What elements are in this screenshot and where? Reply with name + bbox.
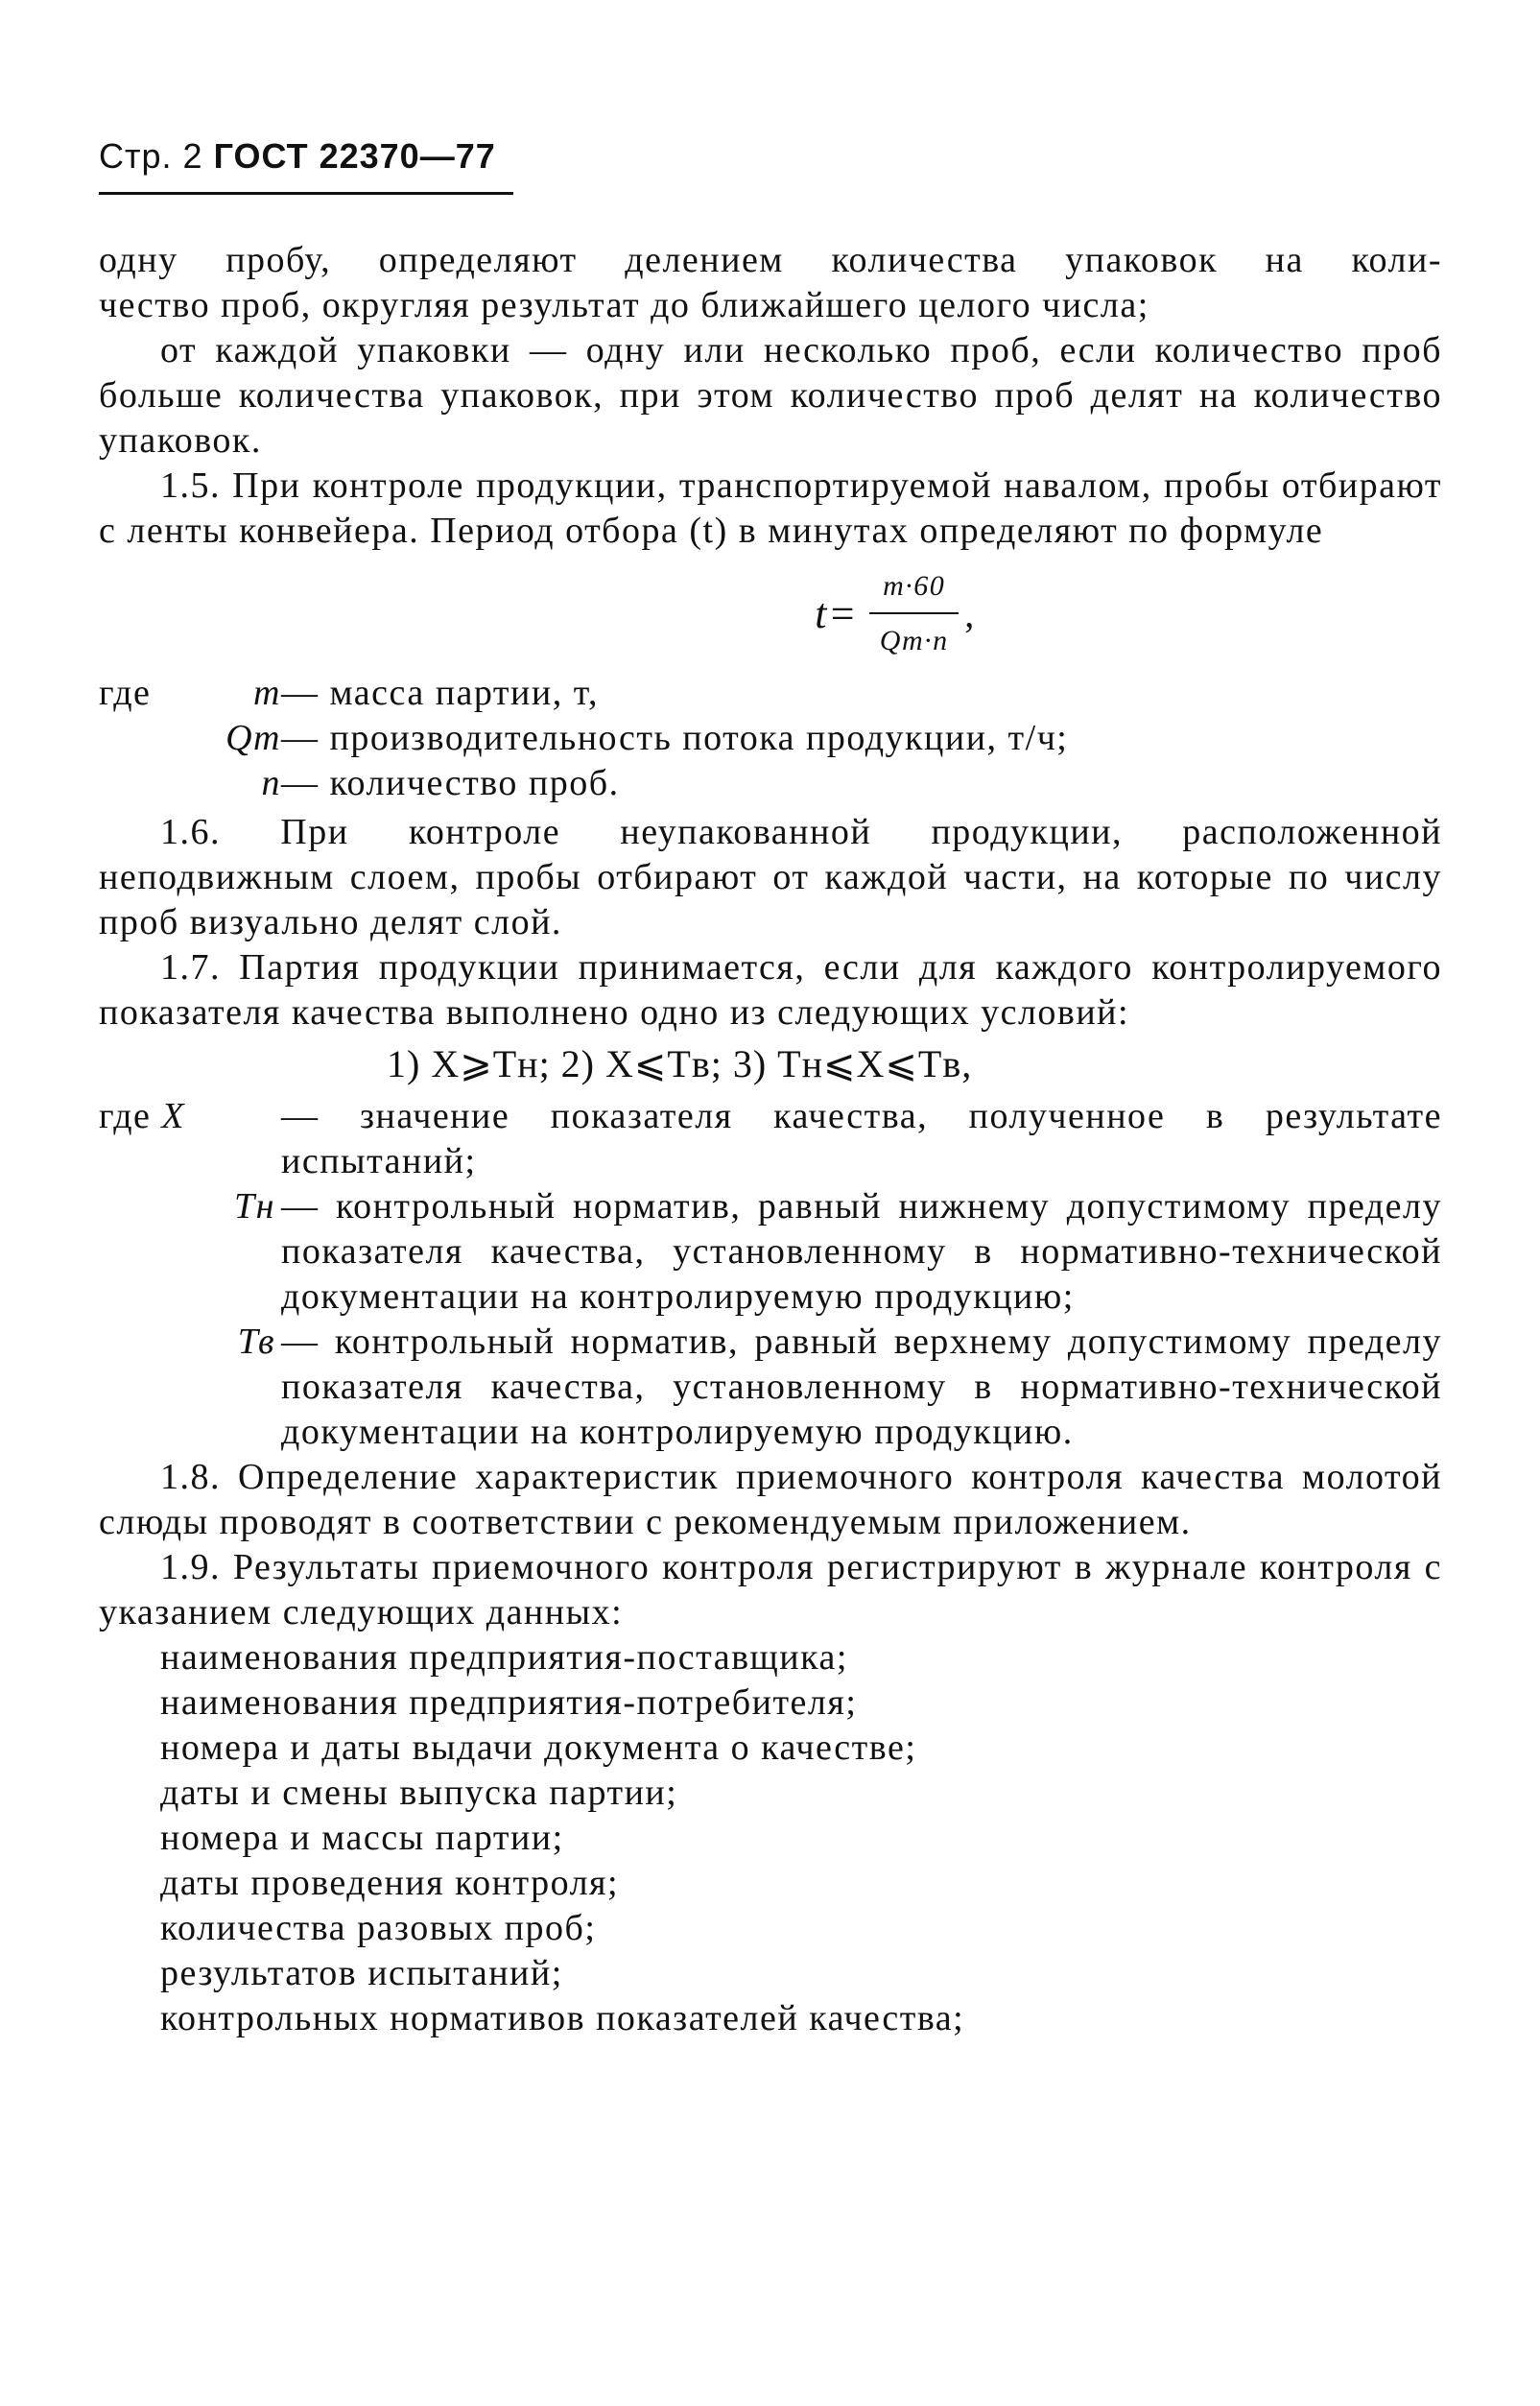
def-symbol: n bbox=[261, 763, 281, 803]
list-item: результатов испытаний; bbox=[160, 1953, 563, 1993]
symbol-tn: Тн bbox=[234, 1186, 275, 1227]
where-label: где bbox=[99, 1096, 152, 1136]
intro-line-1: одну пробу, определяют делением количества упаковок на коли- bbox=[99, 240, 1442, 280]
list-item: даты проведения контроля; bbox=[160, 1863, 620, 1903]
condition-definitions bbox=[99, 1094, 1442, 1455]
paragraph-each-pack: от каждой упаковки — одну или несколько проб, если количество проб больше количества упаковок, при этом количество проб делят на количество упаковок. bbox=[99, 330, 1442, 461]
def-text: — масса партии, т, bbox=[281, 673, 599, 713]
condition-def-symbol bbox=[99, 1320, 281, 1455]
list-item: номера и даты выдачи документа о качестве; bbox=[160, 1727, 917, 1768]
symbol-x: X bbox=[161, 1096, 186, 1136]
paragraph-1-5: 1.5. При контроле продукции, транспортируемой навалом, пробы отбирают с ленты конвейера. Период отбора (t) в минутах определяют по формуле bbox=[99, 465, 1442, 551]
formula-denominator: Qm·n bbox=[879, 625, 949, 656]
def-symbol: Qm bbox=[225, 718, 281, 758]
standard-code: ГОСТ 22370—77 bbox=[213, 136, 496, 176]
list-item: контрольных нормативов показателей качества; bbox=[160, 1998, 965, 2038]
paragraph-1-9: 1.9. Результаты приемочного контроля регистрируют в журнале контроля с указанием следующих данных: bbox=[99, 1547, 1442, 1632]
paragraph-1-6: 1.6. При контроле неупакованной продукции, расположенной неподвижным слоем, пробы отбирают от каждой части, на которые по числу проб визуально делят слой. bbox=[99, 812, 1442, 942]
condition-def-symbol bbox=[99, 1184, 281, 1320]
list-item: количества разовых проб; bbox=[160, 1908, 597, 1948]
page-header bbox=[99, 136, 496, 177]
condition-def-text: — контрольный норматив, равный верхнему допустимому пределу показателя качества, установленному в нормативно-технической документации на контролируемую продукцию. bbox=[281, 1322, 1442, 1452]
formula-comma: , bbox=[964, 591, 976, 635]
formula-definitions bbox=[99, 671, 1442, 806]
def-text: — количество проб. bbox=[281, 763, 620, 803]
paragraph-1-8: 1.8. Определение характеристик приемочного контроля качества молотой слюды проводят в соответствии с рекомендуемым приложением. bbox=[99, 1457, 1442, 1542]
acceptance-conditions: 1) X⩾Tн; 2) X⩽Tв; 3) Tн⩽X⩽Tв, bbox=[387, 1042, 973, 1085]
page-number: Стр. 2 bbox=[99, 136, 203, 176]
list-item: наименования предприятия-потребителя; bbox=[160, 1682, 858, 1723]
where-label: где bbox=[99, 673, 152, 713]
sampling-period-formula bbox=[99, 563, 1442, 663]
header-divider bbox=[99, 192, 513, 195]
def-symbol: m bbox=[253, 673, 281, 713]
intro-line-2: чество проб, округляя результат до ближайшего целого числа; bbox=[99, 285, 1149, 325]
document-body bbox=[99, 238, 1442, 2041]
formula-lhs: t= bbox=[815, 589, 859, 637]
condition-def-symbol bbox=[99, 1094, 281, 1184]
formula-numerator: m·60 bbox=[869, 563, 959, 614]
list-item: даты и смены выпуска партии; bbox=[160, 1773, 678, 1813]
condition-def-text: — контрольный норматив, равный нижнему допустимому пределу показателя качества, установленному в нормативно-технической документации на контролируемую продукцию; bbox=[281, 1186, 1442, 1317]
condition-def-text: — значение показателя качества, полученное в результате испытаний; bbox=[281, 1096, 1442, 1181]
list-item: наименования предприятия-поставщика; bbox=[160, 1637, 848, 1678]
def-text: — производительность потока продукции, т/ч; bbox=[281, 718, 1069, 758]
formula-fraction bbox=[869, 563, 959, 663]
symbol-tv: Тв bbox=[237, 1322, 275, 1362]
paragraph-1-7: 1.7. Партия продукции принимается, если для каждого контролируемого показателя качества выполнено одно из следующих условий: bbox=[99, 947, 1442, 1033]
journal-items-list bbox=[99, 1635, 1442, 2041]
list-item: номера и массы партии; bbox=[160, 1818, 564, 1858]
